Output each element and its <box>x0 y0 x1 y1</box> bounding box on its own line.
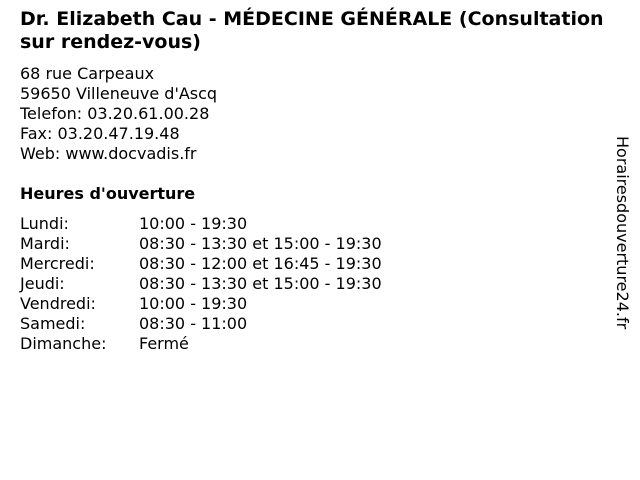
city-postal-code: 59650 Villeneuve d'Ascq <box>20 84 218 103</box>
hours-row-lundi <box>20 214 382 234</box>
day-label: Jeudi: <box>20 274 65 293</box>
day-label: Mardi: <box>20 234 70 253</box>
hours-row-mercredi <box>20 254 382 274</box>
fax-number: Fax: 03.20.47.19.48 <box>20 124 180 143</box>
page-title: Dr. Elizabeth Cau - MÉDECINE GÉNÉRALE (Consultation sur rendez-vous) <box>20 8 604 53</box>
day-label: Vendredi: <box>20 294 96 313</box>
contact-block <box>20 64 217 164</box>
day-label: Samedi: <box>20 314 86 333</box>
hours-heading: Heures d'ouverture <box>20 184 196 203</box>
day-label: Lundi: <box>20 214 69 233</box>
time-range: 10:00 - 19:30 <box>139 214 248 233</box>
time-range: 08:30 - 12:00 et 16:45 - 19:30 <box>139 254 382 273</box>
hours-row-samedi <box>20 314 382 334</box>
day-label: Dimanche: <box>20 334 107 353</box>
time-range: 08:30 - 13:30 et 15:00 - 19:30 <box>139 234 382 253</box>
time-range: 08:30 - 13:30 et 15:00 - 19:30 <box>139 274 382 293</box>
hours-row-vendredi <box>20 294 382 314</box>
phone-number: Telefon: 03.20.61.00.28 <box>20 104 210 123</box>
time-range: 10:00 - 19:30 <box>139 294 248 313</box>
hours-list <box>20 214 382 354</box>
hours-row-mardi <box>20 234 382 254</box>
time-range: Fermé <box>139 334 189 353</box>
site-watermark: Horairesdouverture24.fr <box>613 136 632 330</box>
day-label: Mercredi: <box>20 254 95 273</box>
hours-row-jeudi <box>20 274 382 294</box>
time-range: 08:30 - 11:00 <box>139 314 248 333</box>
hours-row-dimanche <box>20 334 382 354</box>
website: Web: www.docvadis.fr <box>20 144 197 163</box>
street-address: 68 rue Carpeaux <box>20 64 155 83</box>
